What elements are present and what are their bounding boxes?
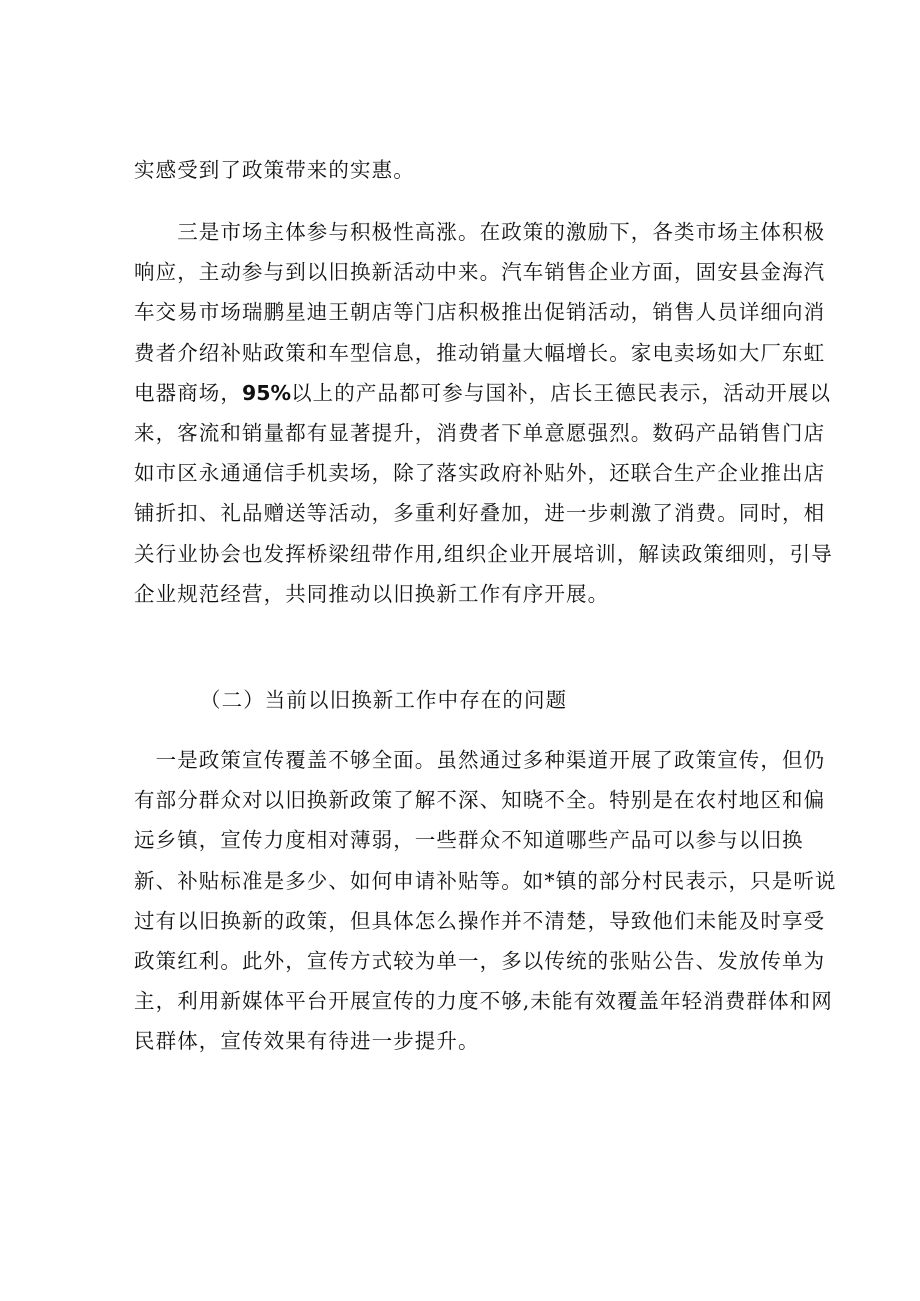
text-fragment: 以上的产品都可参与国补，店长王德民表示，活动开展以	[291, 380, 832, 405]
text-line: 铺折扣、礼品赠送等活动，多重利好叠加，进一步刺激了消费。同时，相	[134, 501, 826, 526]
text-line: 远乡镇，宣传力度相对薄弱，一些群众不知道哪些产品可以参与以旧换	[134, 828, 804, 853]
paragraph-intro-tail	[134, 150, 790, 190]
text-line: 过有以旧换新的政策，但具体怎么操作并不清楚，导致他们未能及时享受	[134, 908, 826, 933]
text-line: 实感受到了政策带来的实惠。	[134, 158, 415, 182]
paragraph-market-participation	[134, 212, 833, 614]
text-line: 车交易市场瑞鹏星迪王朝店等门店积极推出促销活动，销售人员详细向消	[134, 300, 826, 325]
text-line: 主，利用新媒体平台开展宣传的力度不够,未能有效覆盖年轻消费群体和网	[134, 989, 833, 1014]
paragraph-policy-publicity	[134, 740, 837, 1062]
text-line: 三是市场主体参与积极性高涨。在政策的激励下，各类市场主体积极	[134, 220, 826, 244]
percent-value: 95%	[242, 380, 292, 405]
text-line: 新、补贴标准是多少、如何申请补贴等。如*镇的部分村民表示，只是听说	[134, 868, 837, 893]
text-line: 费者介绍补贴政策和车型信息，推动销量大幅增长。家电卖场如大厂东虹	[134, 340, 826, 365]
text-line: 一是政策宣传覆盖不够全面。虽然通过多种渠道开展了政策宣传，但仍	[134, 748, 826, 772]
text-line: 如市区永通通信手机卖场，除了落实政府补贴外，还联合生产企业推出店	[134, 461, 826, 486]
text-fragment: 电器商场，	[134, 380, 242, 405]
text-line: 响应，主动参与到以旧换新活动中来。汽车销售企业方面，固安县金海汽	[134, 260, 826, 285]
text-line: 关行业协会也发挥桥梁纽带作用,组织企业开展培训，解读政策细则，引导	[134, 541, 833, 566]
text-line-with-percent	[134, 373, 832, 413]
heading-text: （二）当前以旧换新工作中存在的问题	[200, 688, 568, 712]
text-line: 有部分群众对以旧换新政策了解不深、知晓不全。特别是在农村地区和偏	[134, 788, 826, 813]
text-line: 来，客流和销量都有显著提升，消费者下单意愿强烈。数码产品销售门店	[134, 421, 826, 446]
text-line: 民群体，宣传效果有待进一步提升。	[134, 1029, 480, 1054]
text-line: 政策红利。此外，宣传方式较为单一，多以传统的张贴公告、发放传单为	[134, 949, 826, 974]
text-line: 企业规范经营，共同推动以旧换新工作有序开展。	[134, 581, 610, 606]
section-heading	[200, 680, 760, 720]
